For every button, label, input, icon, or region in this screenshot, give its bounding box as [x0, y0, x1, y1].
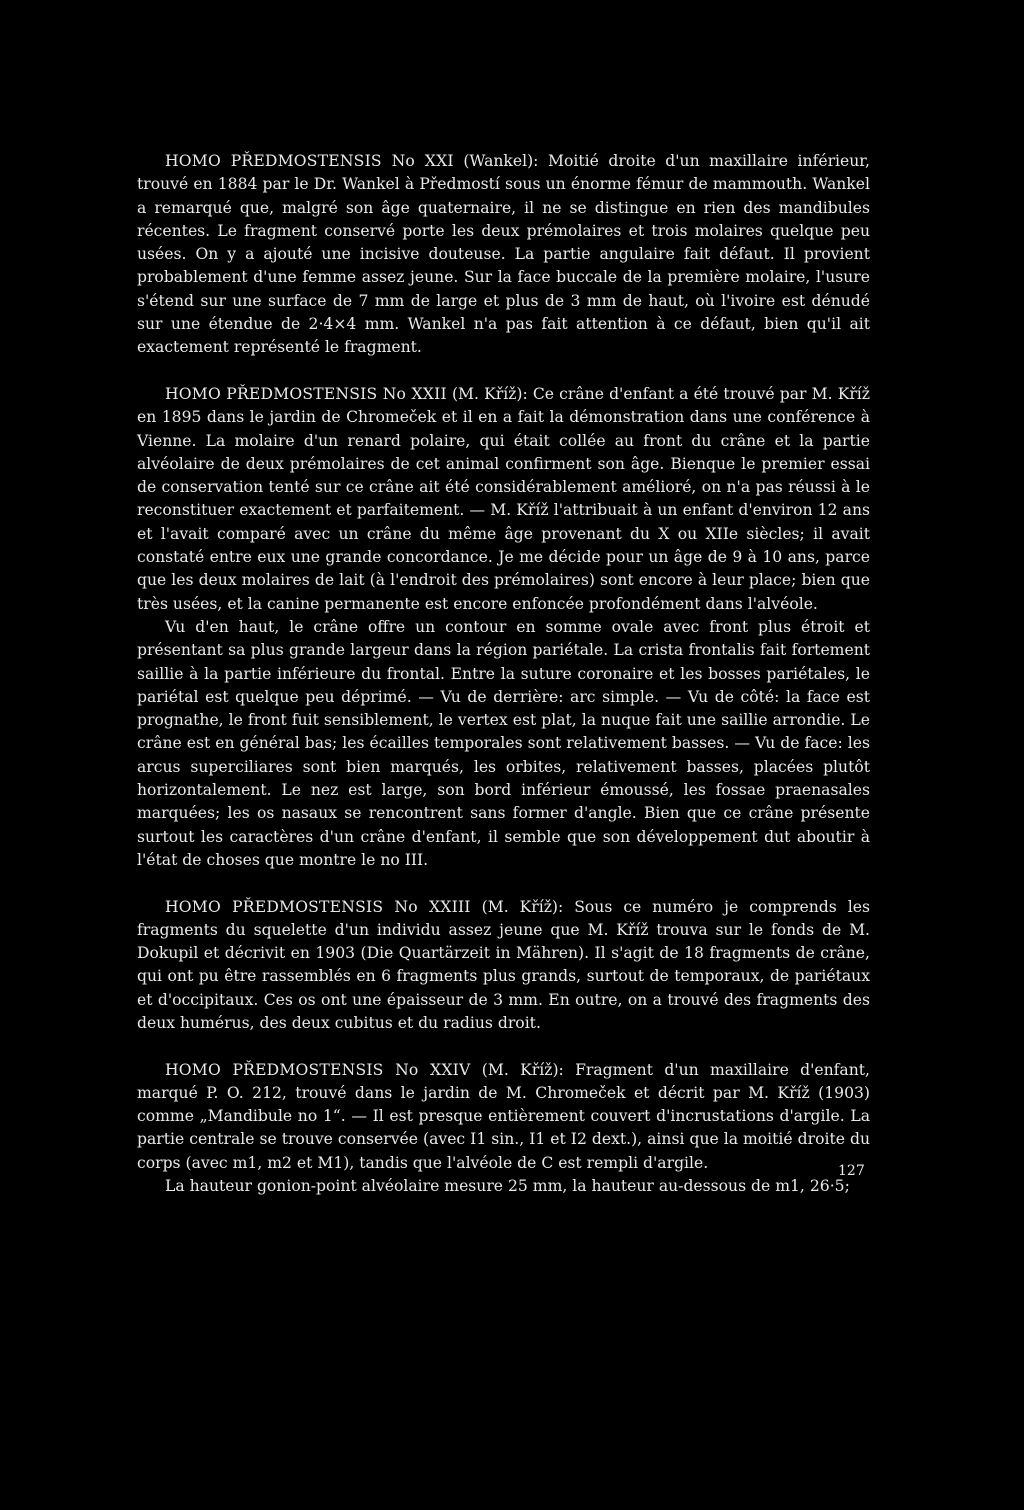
paragraph-text: (M. Kříž): Ce crâne d'enfant a été trouvé par M. Kříž en 1895 dans le jardin de Chromeček et il en a fait la démonstration dans une conférence à Vienne. La molaire d'un renard polaire, qui était collée au front du crâne et la partie alvéolaire de deux prémolaires de cet animal confirment son âge. Bienque le premier essai de conservation tenté sur ce crâne ait été considérablement amélioré, on n'a pas réussi à le reconstituer exactement et parfaitement. — M. Kříž l'attribuait à un enfant d'environ 12 ans et l'avait comparé avec un crâne du même âge provenant du X ou XIIe siècles; il avait constaté entre eux une grande concordance. Je me décide pour un âge de 9 à 10 ans, parce que les deux molaires de lait (à l'endroit des prémolaires) sont encore à leur place; bien que très usées, et la canine permanente est encore enfoncée profondément dans l'alvéole.: [137, 384, 870, 613]
paragraph-text: Vu d'en haut, le crâne offre un contour en somme ovale avec front plus étroit et présentant sa plus grande largeur dans la région pariétale. La crista frontalis fait fortement saillie à la partie inférieure du frontal. Entre la suture coronaire et les bosses pariétales, le pariétal est quelque peu déprimé. — Vu de derrière: arc simple. — Vu de côté: la face est prognathe, le front fuit sensiblement, le vertex est plat, la nuque fait une saillie arrondie. Le crâne est en général bas; les écailles temporales sont relativement basses. — Vu de face: les arcus superciliares sont bien marqués, les orbites, relativement basses, placées plutôt horizontalement. Le nez est large, son bord inférieur émoussé, les fossae praenasales marquées; les os nasaux se rencontrent sans former d'angle. Bien que ce crâne présente surtout les caractères d'un crâne d'enfant, il semble que son développement dut aboutir à l'état de choses que montre le no III.: [137, 617, 870, 869]
paragraph-heading: HOMO PŘEDMOSTENSIS No XXIV: [165, 1060, 471, 1079]
paragraph-xxiii: [137, 896, 870, 1036]
page-number: 127: [838, 1163, 865, 1179]
paragraph-heading: HOMO PŘEDMOSTENSIS No XXII: [165, 384, 447, 403]
paragraph-xxiv-continued: [137, 1175, 870, 1198]
paragraph-xxii-continued: [137, 616, 870, 872]
paragraph-xxiv: [137, 1059, 870, 1175]
paragraph-text: (Wankel): Moitié droite d'un maxillaire inférieur, trouvé en 1884 par le Dr. Wankel à Předmostí sous un énorme fémur de mammouth. Wankel a remarqué que, malgré son âge quaternaire, il ne se distingue en rien des mandibules récentes. Le fragment conservé porte les deux prémolaires et trois molaires quelque peu usées. On y a ajouté une incisive douteuse. La partie angulaire fait défaut. Il provient probablement d'une femme assez jeune. Sur la face buccale de la première molaire, l'usure s'étend sur une surface de 7 mm de large et plus de 3 mm de haut, où l'ivoire est dénudé sur une étendue de 2·4×4 mm. Wankel n'a pas fait attention à ce défaut, bien qu'il ait exactement représenté le fragment.: [137, 152, 870, 357]
paragraph-xxi: [137, 150, 870, 360]
paragraph-text: (M. Kříž): Sous ce numéro je comprends les fragments du squelette d'un individu assez jeune que M. Kříž trouva sur le fonds de M. Dokupil et décrivit en 1903 (Die Quartärzeit in Mähren). Il s'agit de 18 fragments de crâne, qui ont pu être rassemblés en 6 fragments plus grands, surtout de temporaux, de pariétaux et d'occipitaux. Ces os ont une épaisseur de 3 mm. En outre, on a trouvé des fragments des deux humérus, des deux cubitus et du radius droit.: [137, 897, 870, 1032]
paragraph-heading: HOMO PŘEDMOSTENSIS No XXI: [165, 152, 454, 170]
paragraph-text: (M. Kříž): Fragment d'un maxillaire d'enfant, marqué P. O. 212, trouvé dans le jardin de M. Chromeček et décrit par M. Kříž (1903) comme „Mandibule no 1“. — Il est presque entièrement couvert d'incrustations d'argile. La partie centrale se trouve conservée (avec I1 sin., I1 et I2 dext.), ainsi que la moitié droite du corps (avec m1, m2 et M1), tandis que l'alvéole de C est rempli d'argile.: [137, 1060, 870, 1172]
document-body: [137, 150, 870, 1198]
paragraph-heading: HOMO PŘEDMOSTENSIS No XXIII: [165, 897, 471, 916]
paragraph-text: La hauteur gonion-point alvéolaire mesure 25 mm, la hauteur au-dessous de m1, 26·5;: [165, 1177, 850, 1196]
paragraph-xxii: [137, 383, 870, 616]
